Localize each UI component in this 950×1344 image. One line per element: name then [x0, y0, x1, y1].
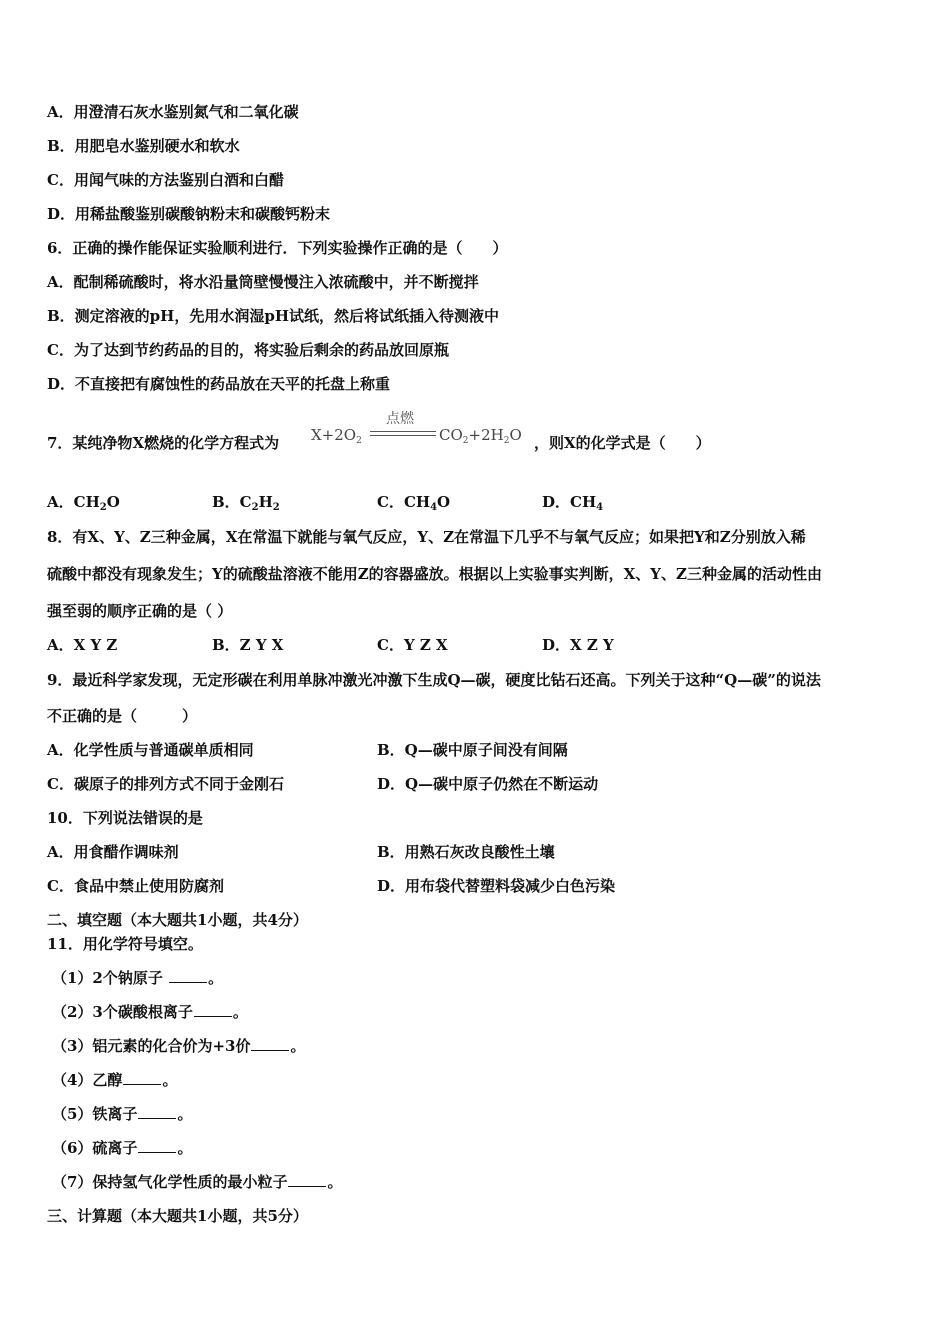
q8-option-c[interactable]: C．Y Z X: [377, 636, 448, 654]
q10-option-a[interactable]: A．用食醋作调味剂: [47, 843, 179, 861]
q11-item: （6）硫离子 。: [52, 1139, 193, 1157]
q10-option-d[interactable]: D．用布袋代替塑料袋减少白色污染: [377, 877, 616, 895]
q5-option-c[interactable]: C．用闻气味的方法鉴别白酒和白醋: [47, 171, 284, 189]
q11-item: （1）2个钠原子 。: [52, 969, 224, 987]
answer-blank[interactable]: [138, 1138, 176, 1153]
q9-option-a[interactable]: A．化学性质与普通碳单质相同: [47, 741, 254, 759]
q7-equation-right: $CO_2+2H_2O$: [439, 426, 522, 446]
q11-item: （2）3个碳酸根离子 。: [52, 1003, 248, 1021]
q8-stem-line-1: 8．有X、Y、Z三种金属，X在常温下就能与氧气反应，Y、Z在常温下几乎不与氧气反应；如果把Y和Z分别放入稀: [47, 528, 806, 546]
q7-option-c[interactable]: C．$CH_4O$: [377, 493, 451, 513]
q7-equation-condition: 点燃: [386, 411, 414, 427]
answer-blank[interactable]: [288, 1172, 326, 1187]
answer-blank[interactable]: [123, 1070, 161, 1085]
q9-option-b[interactable]: B．Q—碳中原子间没有间隔: [377, 741, 568, 759]
q5-option-d[interactable]: D．用稀盐酸鉴别碳酸钠粉末和碳酸钙粉末: [47, 205, 331, 223]
q11-item: （3）铝元素的化合价为+3价 。: [52, 1037, 306, 1055]
q5-option-b[interactable]: B．用肥皂水鉴别硬水和软水: [47, 137, 240, 155]
q6-option-a[interactable]: A．配制稀硫酸时，将水沿量筒壁慢慢注入浓硫酸中，并不断搅拌: [47, 273, 479, 291]
q8-stem-line-3: 强至弱的顺序正确的是（ ）: [47, 602, 233, 620]
q6-option-b[interactable]: B．测定溶液的pH，先用水润湿pH试纸，然后将试纸插入待测液中: [47, 307, 500, 325]
q7-equation-left: $X+2O_2$: [311, 426, 362, 446]
answer-blank[interactable]: [169, 968, 207, 983]
q7-equation-arrow: [370, 431, 436, 436]
q7-stem-before: 7．某纯净物X燃烧的化学方程式为: [47, 434, 280, 452]
q6-option-d[interactable]: D．不直接把有腐蚀性的药品放在天平的托盘上称重: [47, 375, 391, 393]
q6-stem: 6．正确的操作能保证实验顺利进行．下列实验操作正确的是（ ）: [47, 239, 508, 257]
q8-stem-line-2: 硫酸中都没有现象发生；Y的硫酸盐溶液不能用Z的容器盛放。根据以上实验事实判断，X、Y、Z三种金属的活动性由: [47, 565, 822, 583]
answer-blank[interactable]: [251, 1036, 289, 1051]
section-3-heading: 三、计算题（本大题共1小题，共5分）: [47, 1207, 308, 1225]
q9-option-c[interactable]: C．碳原子的排列方式不同于金刚石: [47, 775, 284, 793]
q7-option-b[interactable]: B．$C_2H_2$: [212, 493, 280, 513]
q10-stem: 10．下列说法错误的是: [47, 809, 203, 827]
q9-stem-line-2: 不正确的是（ ）: [47, 707, 198, 725]
answer-blank[interactable]: [138, 1104, 176, 1119]
q7-option-d[interactable]: D．$CH_4$: [542, 493, 604, 513]
q5-option-a[interactable]: A．用澄清石灰水鉴别氮气和二氧化碳: [47, 103, 299, 121]
q7-option-a[interactable]: A．$CH_2O$: [47, 493, 120, 513]
q11-item: （5）铁离子 。: [52, 1105, 193, 1123]
section-2-heading: 二、填空题（本大题共1小题，共4分）: [47, 911, 308, 929]
q11-item: （4）乙醇 。: [52, 1071, 178, 1089]
q8-option-d[interactable]: D．X Z Y: [542, 636, 614, 654]
q6-option-c[interactable]: C．为了达到节约药品的目的，将实验后剩余的药品放回原瓶: [47, 341, 449, 359]
q11-item: （7）保持氢气化学性质的最小粒子 。: [52, 1173, 343, 1191]
q7-stem-after: ，则X的化学式是（ ）: [534, 434, 711, 452]
q9-option-d[interactable]: D．Q—碳中原子仍然在不断运动: [377, 775, 599, 793]
q10-option-b[interactable]: B．用熟石灰改良酸性土壤: [377, 843, 555, 861]
q11-stem: 11．用化学符号填空。: [47, 935, 203, 953]
q8-option-b[interactable]: B．Z Y X: [212, 636, 284, 654]
q8-option-a[interactable]: A．X Y Z: [47, 636, 118, 654]
q9-stem-line-1: 9．最近科学家发现，无定形碳在利用单脉冲激光冲激下生成Q—碳，硬度比钻石还高。下列关于这种“Q—碳”的说法: [47, 671, 821, 689]
q10-option-c[interactable]: C．食品中禁止使用防腐剂: [47, 877, 224, 895]
answer-blank[interactable]: [194, 1002, 232, 1017]
